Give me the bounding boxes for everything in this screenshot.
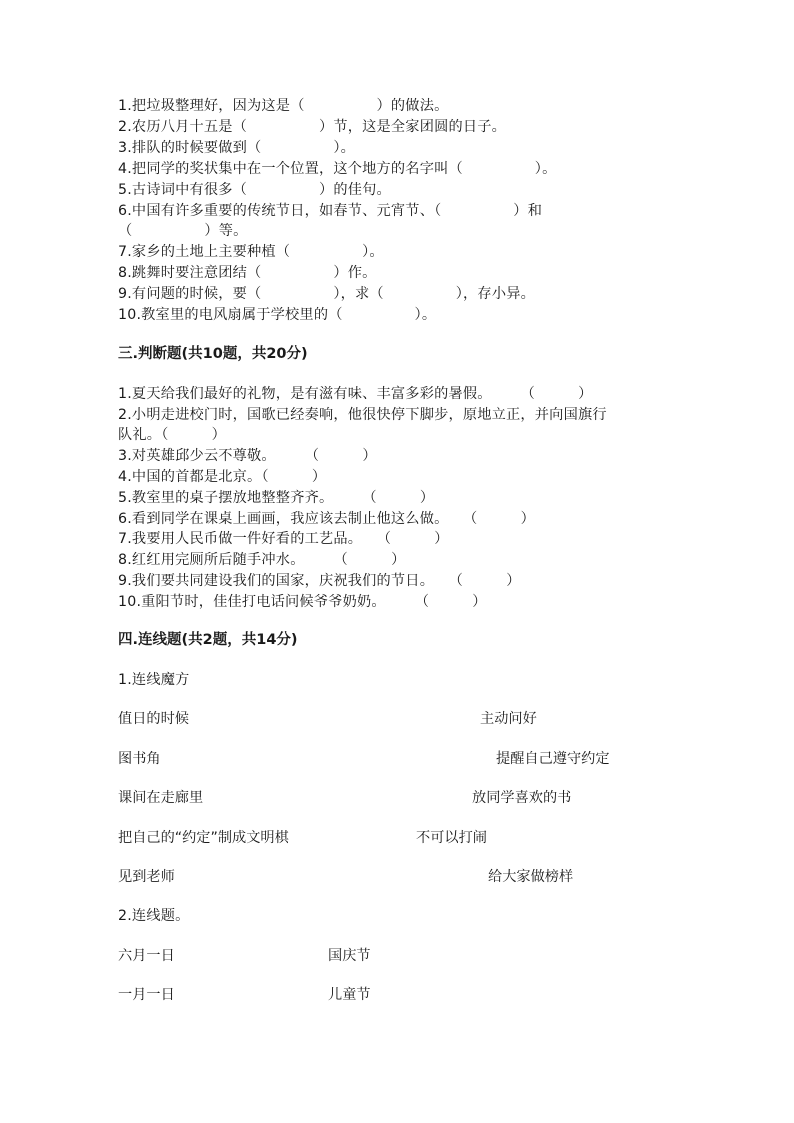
fill-blank-1: 1.把垃圾整理好，因为这是（ ）的做法。 bbox=[118, 98, 449, 114]
fill-blank-10: 10.教室里的电风扇属于学校里的（ ）。 bbox=[118, 307, 437, 323]
match-left-item: 把自己的“约定”制成文明棋 bbox=[118, 830, 289, 846]
match-right-item: 不可以打闹 bbox=[416, 830, 487, 846]
fill-blank-3: 3.排队的时候要做到（ ）。 bbox=[118, 140, 356, 156]
fill-blank-6-cont: （ ）等。 bbox=[118, 223, 248, 239]
matching-q1-title: 1.连线魔方 bbox=[118, 672, 190, 688]
match-right-item: 儿童节 bbox=[328, 987, 371, 1003]
match-right-item: 国庆节 bbox=[328, 948, 371, 964]
match-left-item: 六月一日 bbox=[118, 948, 175, 964]
match-right-item: 提醒自己遵守约定 bbox=[496, 751, 610, 767]
judgment-item-5: 5.教室里的桌子摆放地整整齐齐。 （ ） bbox=[118, 490, 435, 506]
match-left-item: 见到老师 bbox=[118, 869, 175, 885]
matching-q2-title: 2.连线题。 bbox=[118, 908, 190, 924]
judgment-item-4: 4.中国的首都是北京。（ ） bbox=[118, 469, 327, 485]
match-left-item: 一月一日 bbox=[118, 987, 175, 1003]
match-left-item: 值日的时候 bbox=[118, 711, 189, 727]
match-right-item: 放同学喜欢的书 bbox=[472, 790, 572, 806]
fill-blank-5: 5.古诗词中有很多（ ）的佳句。 bbox=[118, 182, 391, 198]
match-left-item: 图书角 bbox=[118, 751, 161, 767]
fill-blank-9: 9.有问题的时候，要（ ），求（ ），存小异。 bbox=[118, 286, 535, 302]
judgment-item-8: 8.红红用完厕所后随手冲水。 （ ） bbox=[118, 552, 406, 568]
fill-blank-6: 6.中国有许多重要的传统节日，如春节、元宵节、（ ）和 bbox=[118, 203, 543, 219]
judgment-item-2: 2.小明走进校门时，国歌已经奏响，他很快停下脚步，原地立正，并向国旗行 bbox=[118, 407, 607, 423]
match-right-item: 主动问好 bbox=[480, 711, 537, 727]
judgment-item-3: 3.对英雄邱少云不尊敬。 （ ） bbox=[118, 448, 377, 464]
judgment-item-10: 10.重阳节时，佳佳打电话问候爷爷奶奶。 （ ） bbox=[118, 594, 487, 610]
fill-blank-4: 4.把同学的奖状集中在一个位置，这个地方的名字叫（ ）。 bbox=[118, 161, 557, 177]
judgment-section-title: 三.判断题(共10题，共20分) bbox=[118, 346, 308, 362]
fill-blank-7: 7.家乡的土地上主要种植（ ）。 bbox=[118, 244, 384, 260]
judgment-item-9: 9.我们要共同建设我们的国家，庆祝我们的节日。 （ ） bbox=[118, 573, 521, 589]
judgment-item-6: 6.看到同学在课桌上画画，我应该去制止他这么做。 （ ） bbox=[118, 511, 535, 527]
judgment-item-2-cont: 队礼。（ ） bbox=[118, 427, 227, 443]
fill-blank-8: 8.跳舞时要注意团结（ ）作。 bbox=[118, 265, 377, 281]
match-right-item: 给大家做榜样 bbox=[488, 869, 574, 885]
judgment-item-1: 1.夏天给我们最好的礼物，是有滋有味、丰富多彩的暑假。 （ ） bbox=[118, 386, 593, 402]
matching-section-title: 四.连线题(共2题，共14分) bbox=[118, 632, 298, 648]
fill-blank-2: 2.农历八月十五是（ ）节，这是全家团圆的日子。 bbox=[118, 119, 507, 135]
match-left-item: 课间在走廊里 bbox=[118, 790, 204, 806]
judgment-item-7: 7.我要用人民币做一件好看的工艺品。 （ ） bbox=[118, 531, 449, 547]
